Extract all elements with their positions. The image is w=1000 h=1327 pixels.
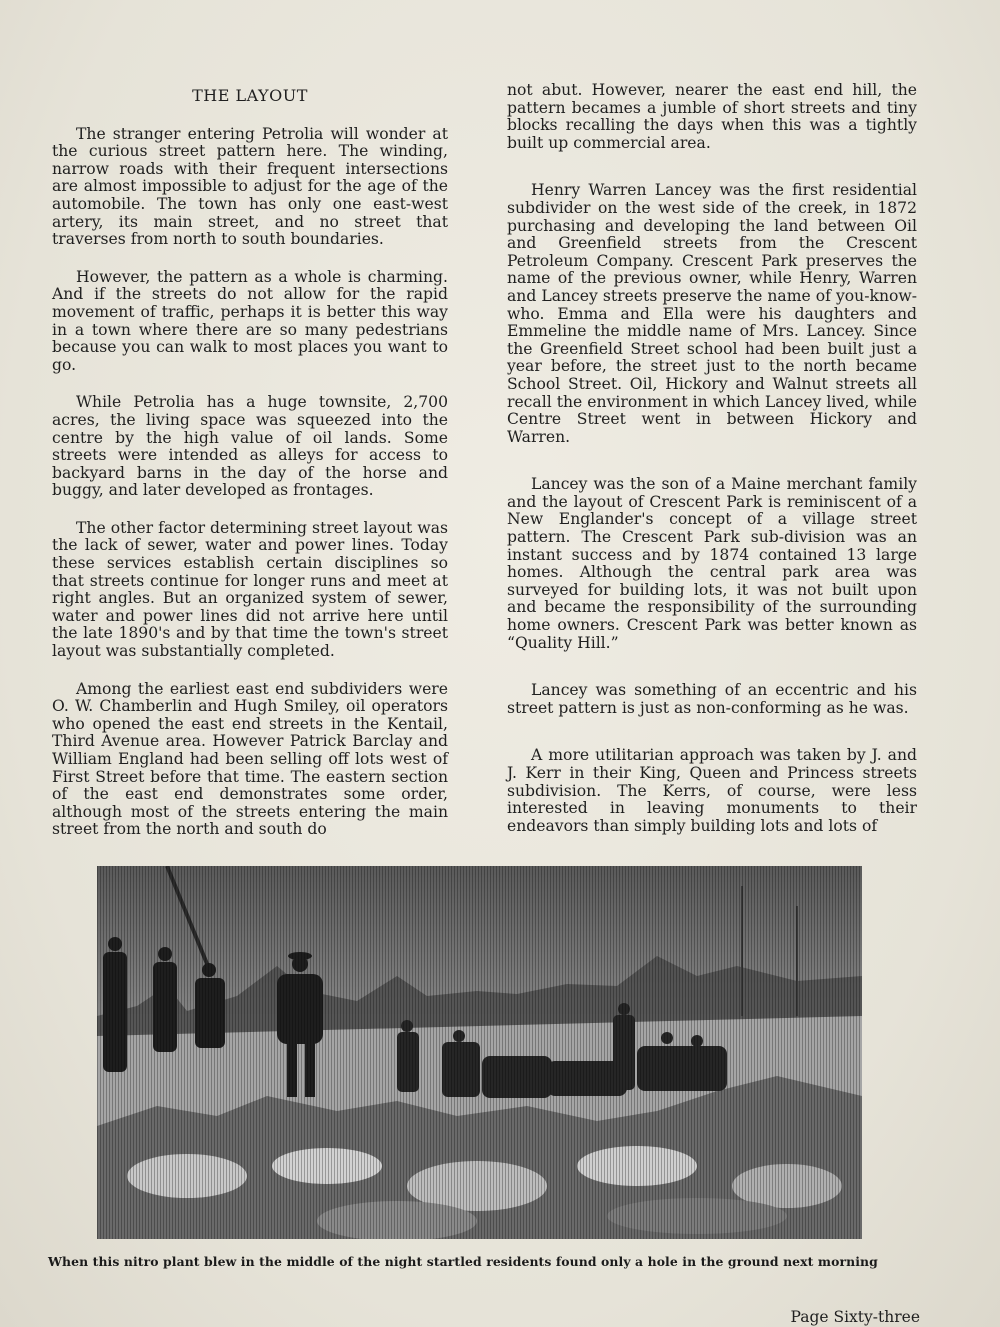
right-paragraph-4: Lancey was something of an eccentric and his street pattern is just as non-conforming as he was. [507,681,917,717]
nitro-plant-photo [97,866,862,1239]
right-paragraph-1: not abut. However, nearer the east end hill, the pattern becames a jumble of short streets and tiny blocks recalling the days when this was a tightly built up commercial area. [507,81,917,152]
left-paragraph-1: The stranger entering Petrolia will wonder at the curious street pattern here. The winding, narrow roads with their frequent intersections are almost impossible to adjust for the age of the automobile. The town has only one east-west artery, its main street, and no street that traverses from north to south boundaries. [52,124,448,249]
left-paragraph-3: While Petrolia has a huge townsite, 2,700 acres, the living space was squeezed into the centre by the high value of oil lands. Some streets were intended as alleys for access to backyard barns in the day of the horse and buggy, and later developed as frontages. [52,393,448,500]
right-paragraph-2: Henry Warren Lancey was the first residential subdivider on the west side of the creek, in 1872 purchasing and developing the land between Oil and Greenfield streets from the Crescent Petroleum Company. Crescent Park preserves the name of the previous owner, while Henry, Warren and Lancey streets preserve the name of you-know-who. Emma and Ella were his daughters and Emmeline the middle name of Mrs. Lancey. Since the Greenfield Street school had been built just a year before, the street just to the north became School Street. Oil, Hickory and Walnut streets all recall the environment in which Lancey lived, while Centre Street went in between Hickory and Warren. [507,181,917,446]
section-heading: THE LAYOUT [192,86,308,105]
right-paragraph-5: A more utilitarian approach was taken by J. and J. Kerr in their King, Queen and Princess streets subdivision. The Kerrs, of course, were less interested in leaving monuments to their endeavors than simply building lots and lots of [507,746,917,835]
left-paragraph-4: The other factor determining street layout was the lack of sewer, water and power lines. Today these services establish certain disciplines so that streets continue for longer runs and meet at right angles. But an organized system of sewer, water and power lines did not arrive here until the late 1890's and by that time the town's street layout was substantially completed. [52,518,448,661]
left-column [52,84,448,859]
left-paragraph-5: Among the earliest east end subdividers were O. W. Chamberlin and Hugh Smiley, oil operators who opened the east end streets in the Kentail, Third Avenue area. However Patrick Barclay and William England had been selling off lots west of First Street before that time. The eastern section of the east end demonstrates some order, although most of the streets entering the main street from the north and south do [52,679,448,839]
page-number: Page Sixty-three [790,1308,920,1326]
photo-caption: When this nitro plant blew in the middle of the night startled residents found only a hole in the ground next morning [48,1254,878,1269]
right-column [507,82,917,855]
left-paragraph-2: However, the pattern as a whole is charming. And if the streets do not allow for the rapid movement of traffic, perhaps it is better this way in a town where there are so many pedestrians because you can walk to most places you want to go. [52,267,448,374]
right-paragraph-3: Lancey was the son of a Maine merchant family and the layout of Crescent Park is reminiscent of a New Englander's concept of a village street pattern. The Crescent Park sub-division was an instant success and by 1874 contained 13 large homes. Although the central park area was surveyed for building lots, it was not built upon and became the responsibility of the surrounding home owners. Crescent Park was better known as “Quality Hill.” [507,475,917,652]
